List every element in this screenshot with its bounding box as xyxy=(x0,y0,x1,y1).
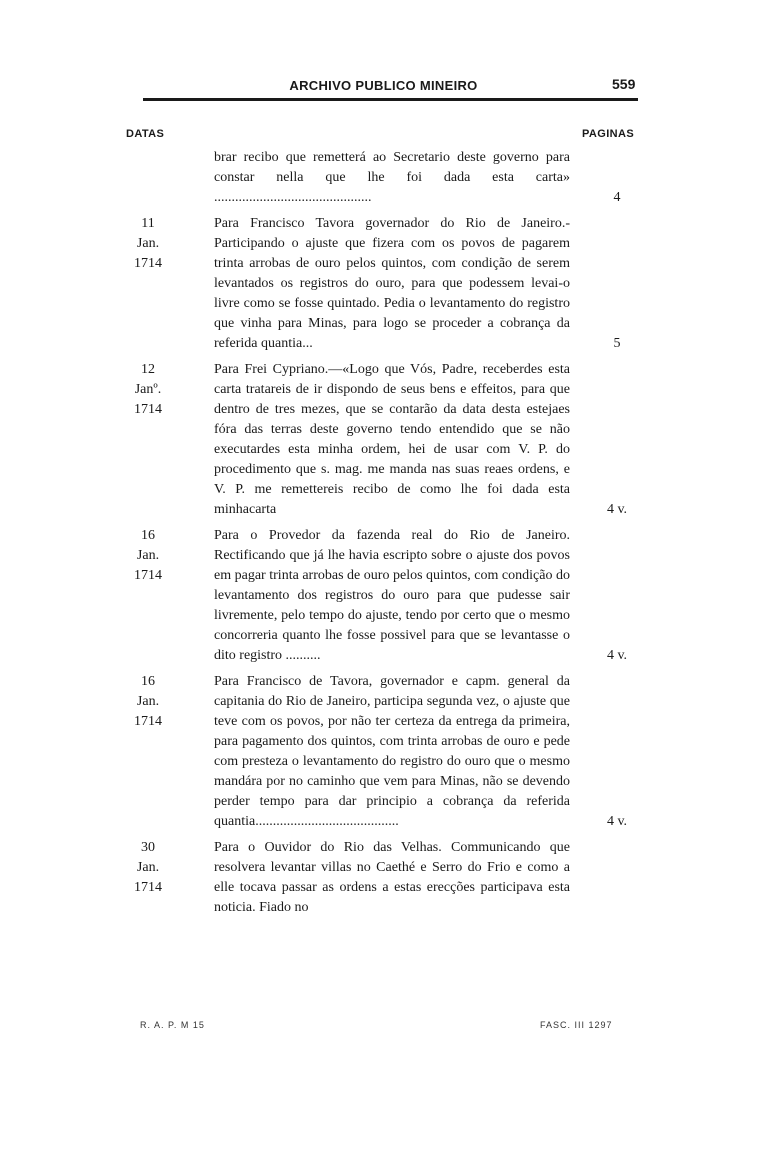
dates-column-heading: DATAS xyxy=(126,128,165,140)
pages-column-heading: PAGINAS xyxy=(582,128,635,140)
entry-date: 12 Janº. 1714 xyxy=(134,362,162,417)
entry-date: 30 Jan. 1714 xyxy=(134,840,162,895)
entry-text: brar recibo que remetterá ao Secretario deste governo para constar nella que lhe foi dada esta carta» ............................................. xyxy=(214,150,570,205)
entry-date: 16 Jan. 1714 xyxy=(134,528,162,583)
entry-page: 4 v. xyxy=(606,502,628,517)
entry-date: 16 Jan. 1714 xyxy=(134,674,162,729)
entry-text: Para Francisco Tavora governador do Rio de Janeiro.- Participando o ajuste que fizera com os povos de pagarem trinta arrobas de ouro pelos quintos, com condição de serem levantados os registros do ouro, para que podessem levai-o livre como se fosse quintado. Pedia o levantamento do registro que vinha para Minas, para logo se proceder a cobrança da referida quantia... xyxy=(214,216,570,351)
entry-text: Para o Ouvidor do Rio das Velhas. Communicando que resolvera levantar villas no Caethé e Serro do Frio e como a elle tocava passar as ordens a estas erecções participava esta noticia. Fiado no xyxy=(214,840,570,915)
header-rule xyxy=(143,98,638,101)
entry-page: 4 xyxy=(613,190,621,205)
footer-signature-left: R. A. P. M 15 xyxy=(140,1020,205,1030)
entries-list xyxy=(0,148,767,924)
entry-page: 5 xyxy=(613,336,621,351)
entry-text: Para Frei Cypriano.—«Logo que Vós, Padre, receberdes esta carta tratareis de ir dispondo de seus bens e effeitos, para que dentro de tres mezes, que se contarão da data desta estejaes fóra das terras deste governo tendo entendido que se não executardes esta minha ordem, hei de usar com V. P. do procedimento que s. mag. me manda nas suas reaes ordens, e V. P. me remettereis recibo de como lhe foi dada esta minhacarta xyxy=(214,362,570,517)
entry-date: 11 Jan. 1714 xyxy=(134,216,162,271)
entry-text: Para Francisco de Tavora, governador e capm. general da capitania do Rio de Janeiro, participa segunda vez, o ajuste que teve com os povos, por não ter certeza da entrega da primeira, para pagamento dos quintos, com trinta arrobas de ouro e pede com presteza o levantamento do registro do ouro que o mesmo mandára por no caminho que vem para Minas, não se devendo perder tempo para dar principio a cobrança da referida quantia......................................... xyxy=(214,674,570,829)
entry xyxy=(0,148,767,208)
entry-page: 4 v. xyxy=(606,648,628,663)
entry xyxy=(0,672,767,832)
entry-text: Para o Provedor da fazenda real do Rio de Janeiro. Rectificando que já lhe havia escripto sobre o ajuste dos povos em pagar trinta arrobas de ouro pelos quintos, com condição do levantamento dos registros do ouro para que pudesse sair livremente, pelo tempo do ajuste, tendo por certo que o mesmo concorreria quanto lhe fosse possivel para que se levantasse o dito registro .......... xyxy=(214,528,570,663)
entry xyxy=(0,838,767,918)
entry xyxy=(0,360,767,520)
header-title: ARCHIVO PUBLICO MINEIRO xyxy=(289,78,478,93)
page-number: 559 xyxy=(612,76,636,92)
entry xyxy=(0,214,767,354)
footer-signature-right: FASC. III 1297 xyxy=(540,1020,613,1030)
entry xyxy=(0,526,767,666)
entry-page: 4 v. xyxy=(606,814,628,829)
